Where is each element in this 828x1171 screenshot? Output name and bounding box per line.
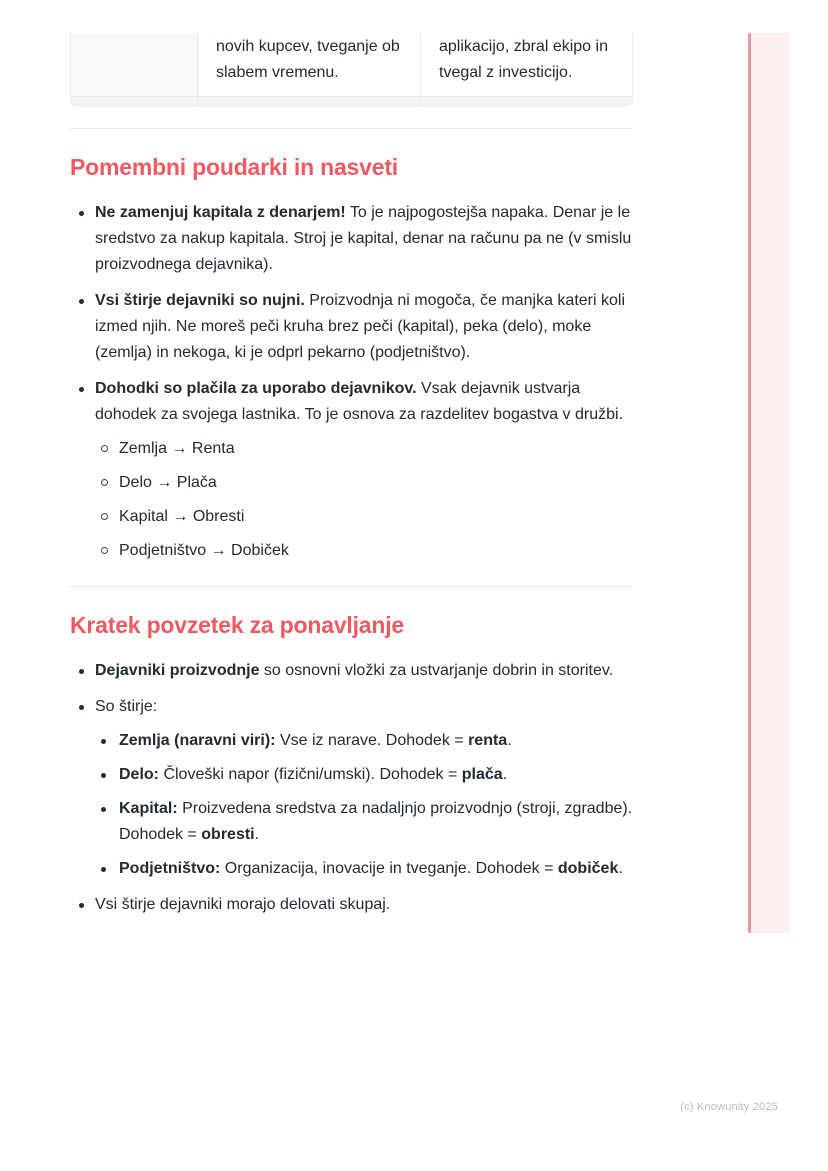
table-cell-risk: novih kupcev, tveganje ob slabem vremenu. (198, 33, 421, 96)
factor-lead: Delo: (119, 766, 159, 783)
table-row-bottom-strip (71, 96, 632, 105)
factor-tail: . (254, 826, 260, 843)
list-item-text: To je najpogostejša napaka. Denar je le sredstvo za nakup kapitala. Stroj je kapital, denar na računu pa ne (v smislu proizvodnega dejavnika). (95, 204, 632, 273)
comparison-table-fragment (70, 33, 633, 106)
table-cell-strip (421, 97, 632, 105)
factor-tail: . (502, 766, 508, 783)
income-mapping-list (95, 436, 633, 564)
mapping-text: Kapital → Obresti (119, 508, 245, 525)
list-item-text: So štirje: (95, 698, 158, 715)
scrollbar-track[interactable] (748, 33, 790, 933)
factors-list (95, 728, 633, 882)
section-divider (70, 586, 633, 587)
factor-text: Vse iz narave. Dohodek = (275, 732, 469, 749)
mapping-text: Podjetništvo → Dobiček (119, 542, 289, 559)
mapping-text: Delo → Plača (119, 474, 217, 491)
list-item (95, 856, 633, 882)
list-item (95, 470, 633, 496)
list-item (95, 728, 633, 754)
list-item (95, 436, 633, 462)
list-item-text: Proizvodnja ni mogoča, če manjka kateri koli izmed njih. Ne moreš peči kruha brez peči (kapital), peka (delo), moke (zemlja) in nekoga, ki je odprl pekarno (podjetništvo). (95, 292, 625, 361)
list-item (70, 376, 633, 564)
list-item-text: Vsi štirje dejavniki morajo delovati skupaj. (95, 896, 391, 913)
table-cell-strip (198, 97, 421, 105)
factor-lead: Kapital: (119, 800, 178, 817)
table-cell-strip (71, 97, 198, 105)
table-row (71, 33, 632, 96)
factor-lead: Podjetništvo: (119, 860, 221, 877)
factor-tail: . (507, 732, 512, 749)
section-title-highlights: Pomembni poudarki in nasveti (70, 154, 398, 180)
factor-tail: . (618, 860, 623, 877)
factor-income: dobiček (557, 860, 619, 877)
list-item (95, 796, 633, 848)
factor-income: obresti (201, 826, 255, 843)
list-item-text: so osnovni vložki za ustvarjanje dobrin in storitev. (259, 662, 614, 679)
list-item (70, 288, 633, 366)
list-item (70, 892, 633, 918)
list-item (95, 504, 633, 530)
summary-list (70, 658, 633, 918)
list-item-text: Vsak dejavnik ustvarja dohodek za svojega lastnika. To je osnova za razdelitev bogastva v družbi. (95, 380, 624, 423)
list-item (95, 762, 633, 788)
factor-lead: Zemlja (naravni viri): (119, 732, 276, 749)
factor-income: plača (461, 766, 503, 783)
document-content (70, 33, 633, 928)
list-item-lead: Dohodki so plačila za uporabo dejavnikov. (95, 380, 417, 397)
factor-income: renta (468, 732, 508, 749)
list-item (70, 658, 633, 684)
table-cell-example: aplikacijo, zbral ekipo in tvegal z investicijo. (439, 38, 608, 81)
list-item (70, 200, 633, 278)
mapping-text: Zemlja → Renta (119, 440, 235, 457)
list-item-lead: Vsi štirje dejavniki so nujni. (95, 292, 305, 309)
list-item-lead: Ne zamenjuj kapitala z denarjem! (95, 204, 346, 221)
section-title-summary: Kratek povzetek za ponavljanje (70, 612, 405, 638)
list-item (95, 538, 633, 564)
section-divider (70, 128, 633, 129)
table-cell-empty (71, 33, 198, 96)
highlights-list (70, 200, 633, 564)
factor-text: Proizvedena sredstva za nadaljnjo proizvodnjo (stroji, zgradbe). Dohodek = (119, 800, 633, 843)
copyright-notice: (c) Knowunity 2025 (680, 1101, 778, 1113)
factor-text: Organizacija, inovacije in tveganje. Dohodek = (220, 860, 558, 877)
list-item-lead: Dejavniki proizvodnje (95, 662, 260, 679)
list-item (70, 694, 633, 882)
factor-text: Človeški napor (fizični/umski). Dohodek = (159, 766, 462, 783)
